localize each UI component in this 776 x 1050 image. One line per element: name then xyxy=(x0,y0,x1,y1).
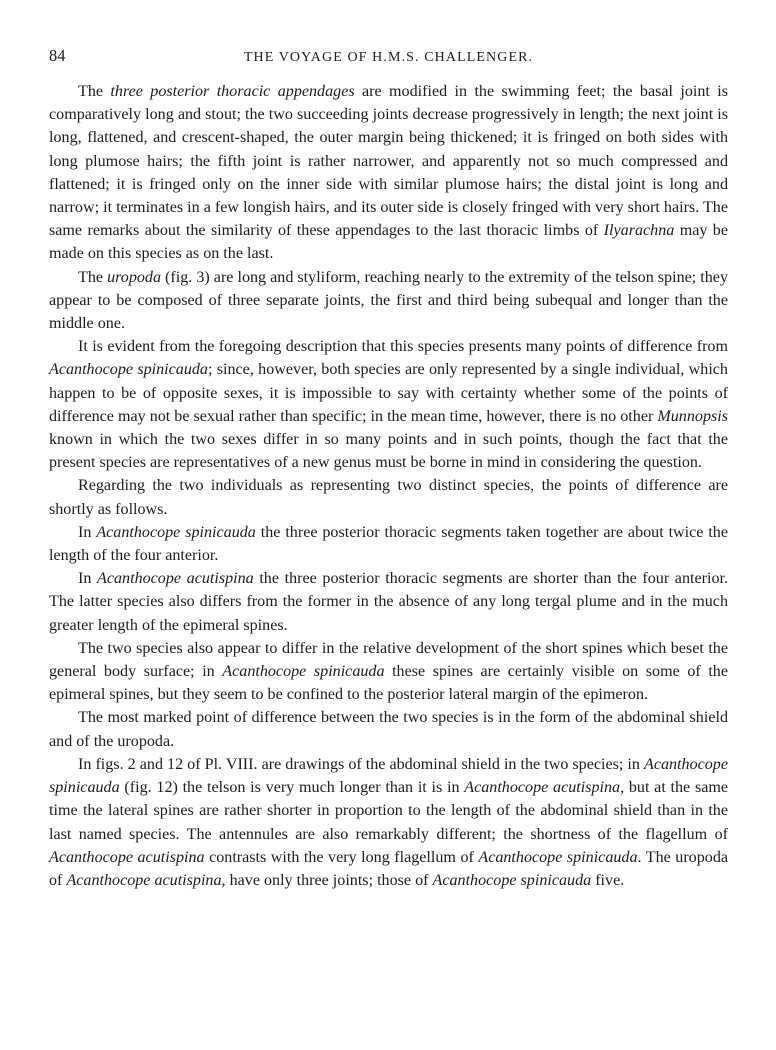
italic-species: Acanthocope spinicauda xyxy=(222,663,385,681)
italic-species: Acanthocope acutispina xyxy=(49,848,205,866)
text-run: It is evident from the foregoing description that this species presents many points of difference from xyxy=(78,338,728,356)
paragraph-marked-difference xyxy=(49,706,728,752)
page-number: 84 xyxy=(49,46,66,65)
paragraph-uropoda xyxy=(49,266,728,336)
text-run: The most marked point of difference between the two species is in the form of the abdominal shield and of the uropoda. xyxy=(49,709,728,750)
paragraph-differences-intro xyxy=(49,335,728,474)
paragraph-regarding xyxy=(49,474,728,520)
text-run: The xyxy=(78,268,108,286)
italic-species: Acanthocope acutispina xyxy=(464,779,621,797)
italic-species: Acanthocope acutispina xyxy=(66,871,222,889)
page-header xyxy=(49,46,728,68)
text-run: are modified in the swimming feet; the basal joint is comparatively long and stout; the two succeeding joints decrease progressively in length; the next joint is long, flattened, and crescent-shaped, the outer margin being thickened; it is fringed on both sides with long plumose hairs; the fifth joint is rather narrower, and apparently not so much compressed and flattened; it is fringed only on the inner side with similar plumose hairs; the distal joint is long and narrow; it terminates in a few longish hairs, and its outer side is closely fringed with very short hairs. The same remarks about the similarity of these appendages to the last thoracic limbs of xyxy=(49,83,728,240)
running-title: THE VOYAGE OF H.M.S. CHALLENGER. xyxy=(243,50,534,65)
text-run: In xyxy=(78,570,98,588)
text-run: five. xyxy=(591,871,625,889)
text-run: ; since, however, both species are only represented by a single individual, which happen to be of opposite sexes, it is impossible to say with certainty whether some of the points of difference may not be sexual rather than specific; in the mean time, however, there is no other xyxy=(49,361,728,425)
text-run: may be made on this species as on the last. xyxy=(49,222,728,263)
text-run: the three posterior thoracic segments are shorter than the four anterior. The latter species also differs from the former in the absence of any long tergal plume and in the much greater length of the epimeral spines. xyxy=(49,570,728,634)
italic-term: three posterior thoracic appendages xyxy=(110,83,355,100)
text-run: Regarding the two individuals as representing two distinct species, the points of difference are shortly as follows. xyxy=(49,477,728,518)
body-text xyxy=(49,80,728,892)
text-run: , but at the same time the lateral spines are rather shorter in proportion to the length of the abdominal shield than in the last named species. The antennules are also remarkably different; the shortness of the flagellum of xyxy=(49,779,729,843)
italic-species: Acanthocope spinicauda xyxy=(478,848,638,866)
text-run: contrasts with the very long flagellum of xyxy=(204,848,479,866)
paragraph-acutispina-segments xyxy=(49,567,728,637)
text-run: In xyxy=(78,523,97,541)
italic-species: Acanthocope spinicauda xyxy=(49,361,208,379)
italic-term: uropoda xyxy=(107,268,162,286)
italic-species: Acanthocope spinicauda xyxy=(432,871,592,889)
paragraph-spinicauda-segments xyxy=(49,521,728,567)
paragraph-figures xyxy=(49,753,728,892)
italic-species: Acanthocope spinicauda xyxy=(96,523,256,541)
italic-species: Acanthocope acutispina xyxy=(97,570,254,588)
text-run: . The uropoda of xyxy=(49,848,729,889)
text-run: the three posterior thoracic segments taken together are about twice the length of the four anterior. xyxy=(49,523,728,565)
text-run: these spines are certainly visible on some of the epimeral spines, but they seem to be confined to the posterior lateral margin of the epimeron. xyxy=(49,663,728,704)
text-run: , have only three joints; those of xyxy=(221,871,433,889)
text-run: The xyxy=(78,83,111,100)
paragraph-short-spines xyxy=(49,637,728,707)
text-run: The two species also appear to differ in the relative development of the short spines which beset the general body surface; in xyxy=(49,639,728,681)
paragraph-posterior-appendages xyxy=(49,80,728,266)
text-run: (fig. 3) are long and styliform, reaching nearly to the extremity of the telson spine; they appear to be composed of three separate joints, the first and third being subequal and longer than the middle one. xyxy=(49,268,728,333)
text-run: In figs. 2 and 12 of Pl. VIII. are drawings of the abdominal shield in the two species; in xyxy=(78,755,644,773)
italic-genus: Ilyarachna xyxy=(603,222,675,240)
text-run: known in which the two sexes differ in so many points and in such points, though the fact that the present species are representatives of a new genus must be borne in mind in considering the question. xyxy=(49,431,728,472)
italic-genus: Munnopsis xyxy=(657,407,728,425)
italic-species: Acanthocope spinicauda xyxy=(49,755,728,797)
text-run: (fig. 12) the telson is very much longer than it is in xyxy=(119,779,465,797)
